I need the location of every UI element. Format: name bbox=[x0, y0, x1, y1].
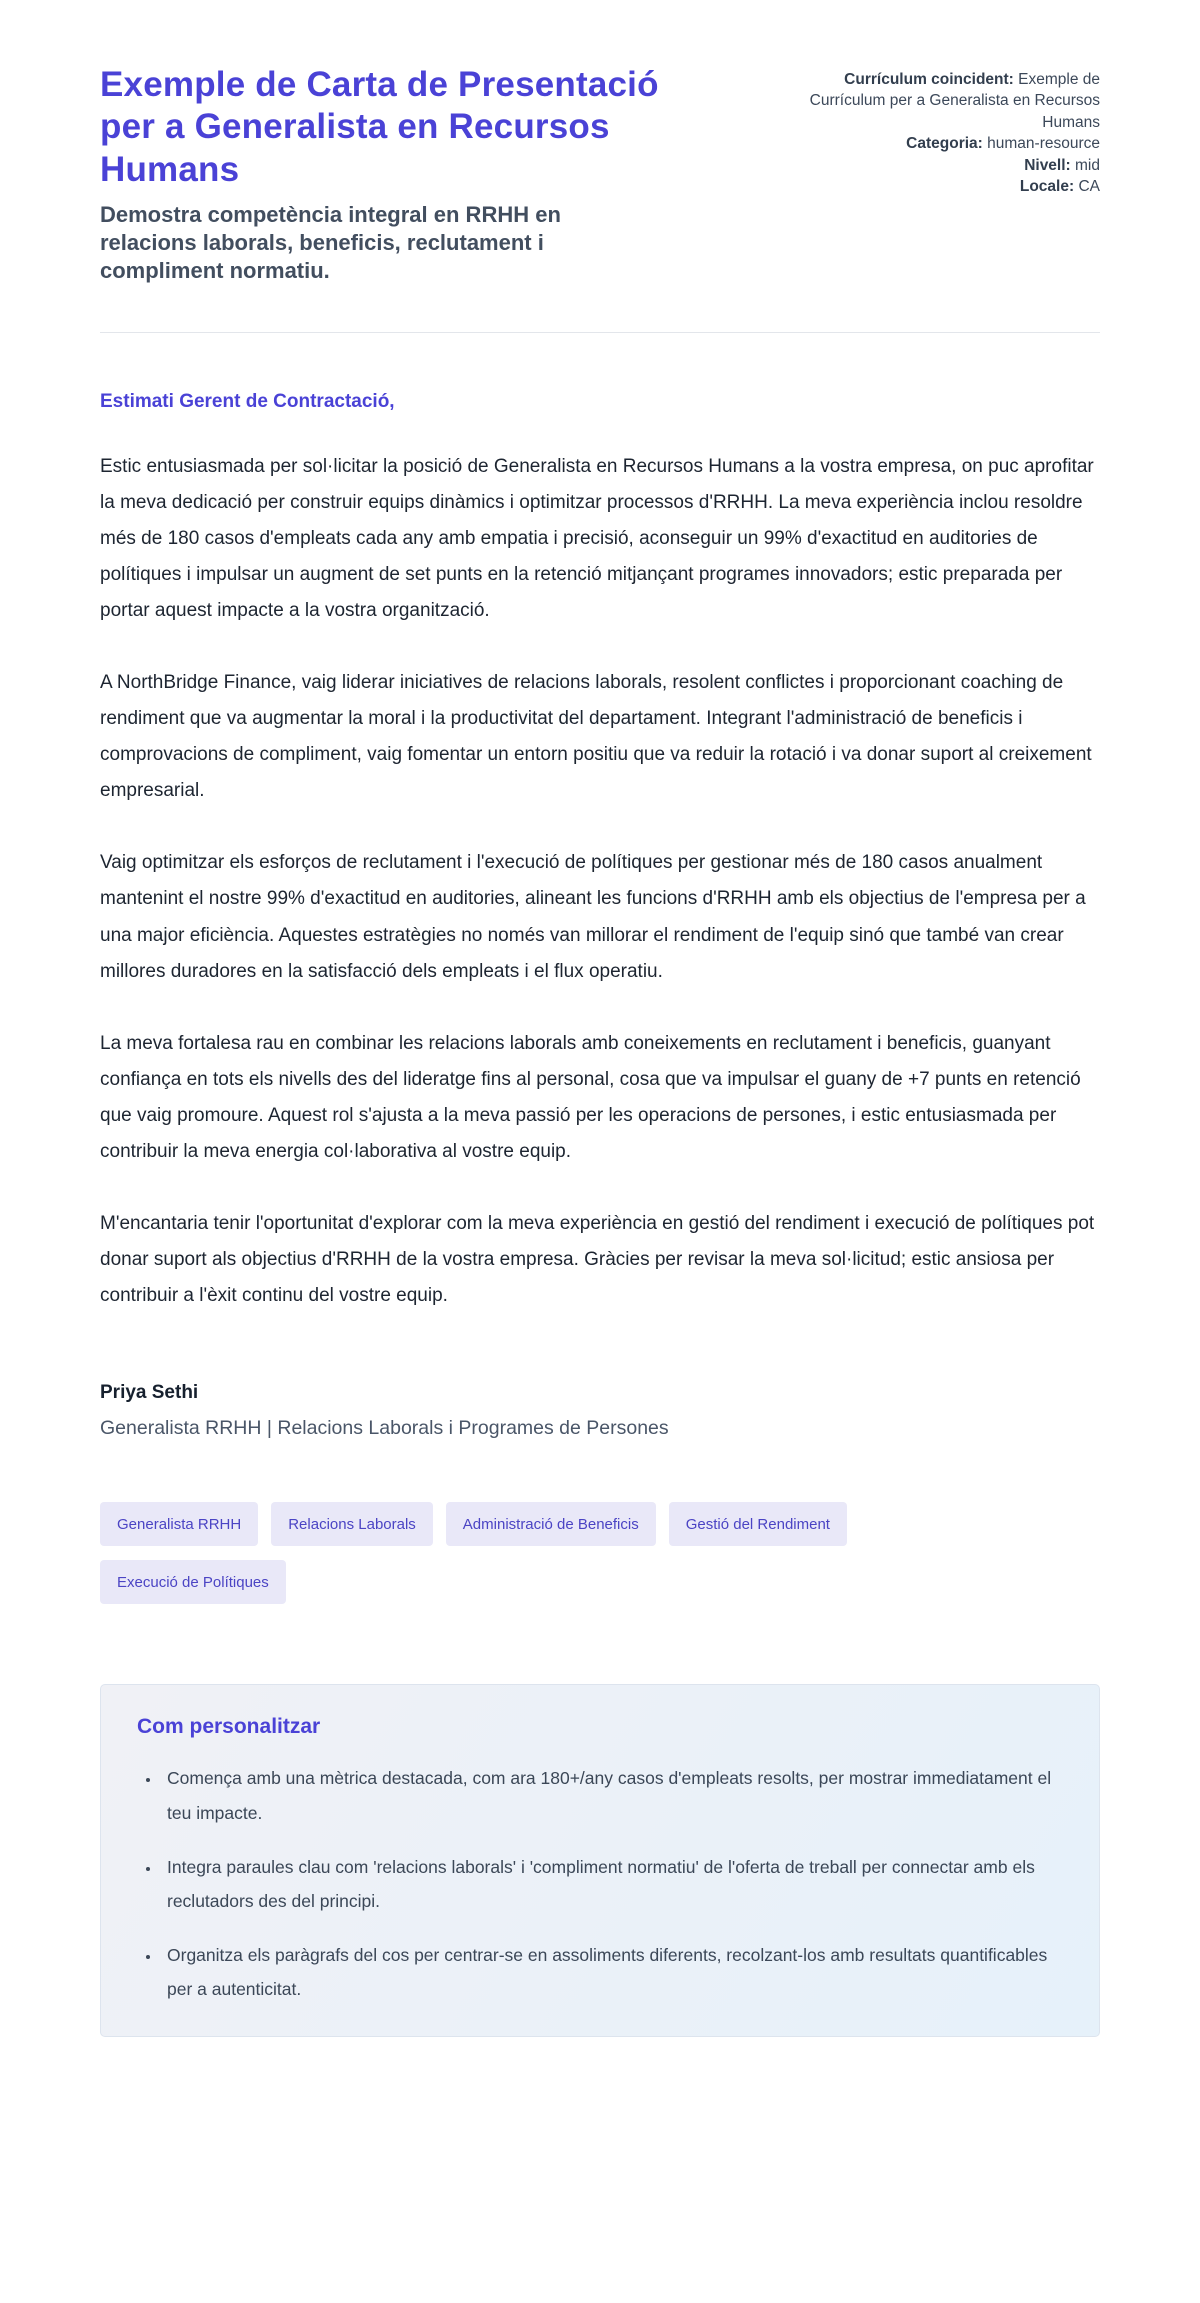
tag-gestio-del-rendiment[interactable]: Gestió del Rendiment bbox=[669, 1502, 847, 1546]
greeting: Estimati Gerent de Contractació, bbox=[100, 390, 395, 412]
divider bbox=[100, 332, 1100, 333]
meta-panel bbox=[800, 64, 1100, 197]
tag-list bbox=[100, 1502, 1020, 1604]
meta-row-category bbox=[800, 133, 1100, 154]
signature-title: Generalista RRHH | Relacions Laborals i Programes de Persones bbox=[100, 1417, 669, 1440]
title-block bbox=[100, 64, 660, 286]
meta-label: Categoria: bbox=[906, 135, 983, 153]
tag-generalista-rrhh[interactable]: Generalista RRHH bbox=[100, 1502, 258, 1546]
letter-paragraph-3: Vaig optimitzar els esforços de reclutament i l'execució de polítiques per gestionar més de 180 casos anualment mantenint el nostre 99% d'exactitud en auditories, alineant les funcions d'RRHH amb els objectius de l'empresa per a una major eficiència. Aquestes estratègies no només van millorar el rendiment de l'equip sinó que també van crear millores duradores en la satisfacció dels empleats i el flux operatiu. bbox=[100, 852, 1086, 982]
letter-paragraph-2: A NorthBridge Finance, vaig liderar iniciatives de relacions laborals, resolent conflictes i proporcionant coaching de rendiment que va augmentar la moral i la productivitat del departament. Integrant l'administració de beneficis i comprovacions de compliment, vaig fomentar un entorn positiu que va reduir la rotació i va donar suport al creixement empresarial. bbox=[100, 671, 1092, 802]
tag-relacions-laborals[interactable]: Relacions Laborals bbox=[271, 1502, 433, 1546]
meta-value: mid bbox=[1075, 156, 1100, 174]
meta-label: Nivell: bbox=[1024, 156, 1071, 174]
meta-row-locale bbox=[800, 176, 1100, 197]
page-title: Exemple de Carta de Presentació per a Generalista en Recursos Humans bbox=[100, 65, 659, 189]
meta-value: CA bbox=[1078, 177, 1100, 195]
meta-label: Currículum coincident: bbox=[844, 71, 1014, 88]
meta-label: Locale: bbox=[1019, 177, 1075, 195]
tip-item-2: • Integra paraules clau com 'relacions laborals' i 'compliment normatiu' de l'oferta de treball per connectar amb els reclutadors des del principi. bbox=[161, 1850, 1063, 1918]
customization-tips-box bbox=[100, 1684, 1100, 2037]
letter-paragraph-4: La meva fortalesa rau en combinar les relacions laborals amb coneixements en reclutament i beneficis, guanyant confiança en tots els nivells des del lideratge fins al personal, cosa que va impulsar el guany de +7 punts en retenció que vaig promoure. Aquest rol s'ajusta a la meva passió per les operacions de persones, i estic entusiasmada per contribuir la meva energia col·laborativa al vostre equip. bbox=[100, 1032, 1081, 1162]
page-subtitle: Demostra competència integral en RRHH en relacions laborals, beneficis, reclutament i compliment normatiu. bbox=[100, 202, 561, 284]
meta-row-level bbox=[800, 155, 1100, 176]
page-header bbox=[100, 64, 1100, 286]
meta-value: human-resource bbox=[987, 135, 1100, 153]
tip-item-3: • Organitza els paràgrafs del cos per centrar-se en assoliments diferents, recolzant-los amb resultats quantificables per a autenticitat. bbox=[161, 1938, 1063, 2006]
tag-administracio-de-beneficis[interactable]: Administració de Beneficis bbox=[446, 1502, 656, 1546]
cover-letter-page bbox=[100, 0, 1100, 2037]
signature-name: Priya Sethi bbox=[100, 1382, 199, 1404]
tips-list bbox=[137, 1761, 1063, 2006]
letter-body bbox=[100, 391, 1100, 1441]
tips-heading: Com personalitzar bbox=[137, 1715, 321, 1739]
letter-paragraph-1: Estic entusiasmada per sol·licitar la posició de Generalista en Recursos Humans a la vostra empresa, on puc aprofitar la meva dedicació per construir equips dinàmics i optimitzar processos d'RRHH. La meva experiència inclou resoldre més de 180 casos d'empleats cada any amb empatia i precisió, aconseguir un 99% d'exactitud en auditories de polítiques i impulsar un augment de set punts en la retenció mitjançant programes innovadors; estic preparada per portar aquest impacte a la vostra organització. bbox=[100, 455, 1094, 621]
letter-paragraph-5: M'encantaria tenir l'oportunitat d'explorar com la meva experiència en gestió del rendiment i execució de polítiques pot donar suport als objectius d'RRHH de la vostra empresa. Gràcies per revisar la meva sol·licitud; estic ansiosa per contribuir a l'èxit continu del vostre equip. bbox=[100, 1213, 1095, 1307]
tag-execucio-de-politiques[interactable]: Execució de Polítiques bbox=[100, 1560, 286, 1604]
meta-value: Exemple de Currículum per a Generalista en Recursos Humans bbox=[809, 71, 1100, 131]
tip-item-1: • Comença amb una mètrica destacada, com ara 180+/any casos d'empleats resolts, per mostrar immediatament el teu impacte. bbox=[161, 1761, 1063, 1829]
meta-row-matching-resume bbox=[800, 69, 1100, 133]
